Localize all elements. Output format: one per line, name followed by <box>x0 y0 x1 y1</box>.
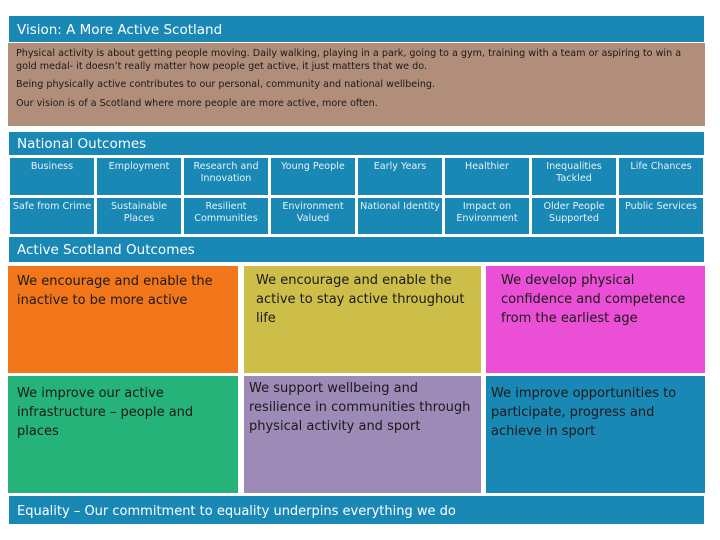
vision-paragraph: Our vision is of a Scotland where more people are more active, more often. <box>16 97 378 109</box>
active-scotland-title: Active Scotland Outcomes <box>8 236 705 263</box>
vision-title: Vision: A More Active Scotland <box>8 15 705 43</box>
active-outcome-stay-active: We encourage and enable the active to stay active throughout life <box>244 266 481 373</box>
national-outcome-resilient-communities: Resilient Communities <box>184 198 268 235</box>
national-outcome-life-chances: Life Chances <box>619 158 703 195</box>
national-outcome-young-people: Young People <box>271 158 355 195</box>
vision-description <box>8 43 705 126</box>
national-outcome-employment: Employment <box>97 158 181 195</box>
national-outcome-safe-from-crime: Safe from Crime <box>10 198 94 235</box>
national-outcome-research: Research and Innovation <box>184 158 268 195</box>
national-outcome-national-identity: National Identity <box>358 198 442 235</box>
active-outcome-inactive: We encourage and enable the inactive to be more active <box>8 266 238 373</box>
national-outcome-impact-environment: Impact on Environment <box>445 198 529 235</box>
active-outcome-physical-confidence: We develop physical confidence and competence from the earliest age <box>486 266 705 373</box>
national-outcome-business: Business <box>10 158 94 195</box>
active-outcome-opportunities: We improve opportunities to participate, progress and achieve in sport <box>486 376 705 493</box>
national-outcome-sustainable-places: Sustainable Places <box>97 198 181 235</box>
national-outcome-older-people: Older People Supported <box>532 198 616 235</box>
national-outcome-public-services: Public Services <box>619 198 703 235</box>
active-outcome-infrastructure: We improve our active infrastructure – people and places <box>8 376 238 493</box>
national-outcome-environment-valued: Environment Valued <box>271 198 355 235</box>
equality-statement: Equality – Our commitment to equality underpins everything we do <box>8 495 705 525</box>
vision-paragraph: Being physically active contributes to our personal, community and national wellbeing. <box>16 79 436 90</box>
active-outcome-wellbeing: We support wellbeing and resilience in communities through physical activity and sport <box>244 376 481 493</box>
national-outcomes-grid <box>8 156 705 236</box>
national-outcome-healthier: Healthier <box>445 158 529 195</box>
vision-paragraph: Physical activity is about getting people moving. Daily walking, playing in a park, going to a gym, training with a team or aspiring to win a gold medal- it doesn’t really matter how people get active, it just matters that we do. <box>16 48 682 72</box>
national-outcome-early-years: Early Years <box>358 158 442 195</box>
national-outcome-inequalities: Inequalities Tackled <box>532 158 616 195</box>
national-outcomes-title: National Outcomes <box>8 131 705 156</box>
